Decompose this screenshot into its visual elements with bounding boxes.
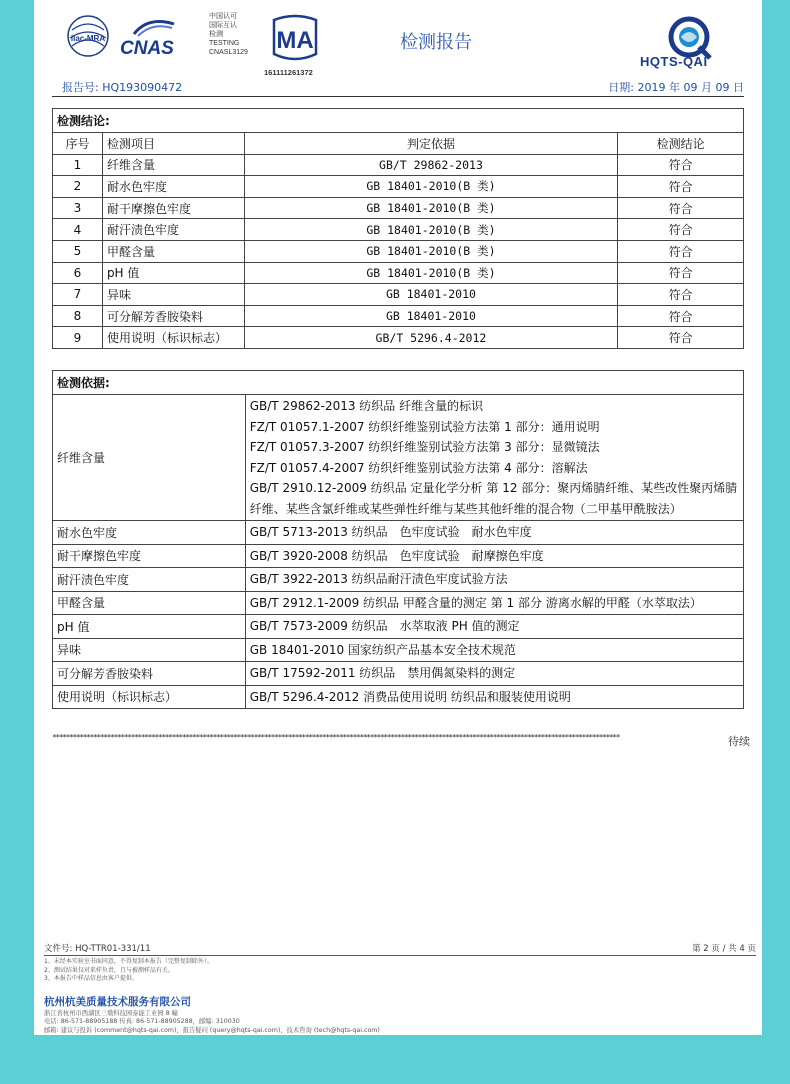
company-contact [44, 1010, 756, 1036]
conclusion-row [53, 284, 744, 306]
row-item: 异味 [102, 284, 244, 306]
row-item: 耐干摩擦色牢度 [102, 197, 244, 219]
row-result: 符合 [618, 176, 744, 198]
col-header-index: 序号 [53, 133, 103, 155]
standard-line: GB/T 2910.12-2009 纺织品 定量化学分析 第 12 部分：聚丙烯腈纤维、某些改性聚丙烯腈纤维、某些含氯纤维或某些弹性纤维与某些其他纤维的混合物（二甲基甲酰胺法） [249, 481, 738, 516]
row-basis: GB 18401-2010 [244, 305, 617, 327]
row-item: 耐水色牢度 [102, 176, 244, 198]
basis-standards [245, 521, 743, 545]
row-basis: GB 18401-2010(B 类) [244, 176, 617, 198]
cnas-text: CNAS [120, 38, 174, 59]
hqts-brand-text: HQTS-QAI [640, 54, 708, 69]
company-phone: 电话: 86-571-88905188 传真: 86-571-88905288，邮编: 310030 [44, 1018, 240, 1025]
basis-standards [245, 544, 743, 568]
conclusion-table [52, 108, 744, 349]
basis-standards [245, 685, 743, 709]
header-divider [52, 96, 744, 97]
row-result: 符合 [618, 219, 744, 241]
basis-table [52, 370, 744, 709]
cma-number: 161111261372 [264, 68, 313, 77]
basis-caption-row [53, 371, 744, 395]
row-basis: GB 18401-2010(B 类) [244, 240, 617, 262]
standard-line: GB/T 3922-2013 纺织品耐汗渍色牢度试验方法 [249, 572, 508, 586]
row-index: 5 [53, 240, 103, 262]
report-title: 检测报告 [400, 32, 472, 53]
basis-item: 耐水色牢度 [53, 521, 246, 545]
row-index: 8 [53, 305, 103, 327]
row-basis: GB 18401-2010 [244, 284, 617, 306]
standard-line: FZ/T 01057.1-2007 纺织纤维鉴别试验方法第 1 部分：通用说明 [249, 419, 600, 434]
basis-row [53, 615, 744, 639]
row-index: 7 [53, 284, 103, 306]
conclusion-header-row [53, 133, 744, 155]
row-item: 使用说明（标识标志） [102, 327, 244, 349]
row-item: pH 值 [102, 262, 244, 284]
row-basis: GB 18401-2010(B 类) [244, 262, 617, 284]
basis-standards [245, 568, 743, 592]
footer-notes [44, 958, 756, 984]
row-basis: GB 18401-2010(B 类) [244, 219, 617, 241]
end-separator: ********************************************************************************************************************************************************************** [52, 733, 620, 742]
basis-item: 使用说明（标识标志） [53, 685, 246, 709]
col-header-result: 检测结论 [618, 133, 744, 155]
basis-standards [245, 591, 743, 615]
basis-row [53, 395, 744, 521]
standard-line: GB/T 7573-2009 纺织品 水萃取液 PH 值的测定 [249, 619, 520, 633]
ilac-text: ilac-MRA [70, 34, 106, 43]
cma-logo [266, 14, 324, 66]
conclusion-caption: 检测结论: [53, 109, 744, 133]
report-page [34, 0, 762, 1035]
basis-row [53, 638, 744, 662]
document-number: 文件号: HQ-TTR01-331/11 [44, 944, 151, 954]
conclusion-row [53, 154, 744, 176]
basis-standards [245, 662, 743, 686]
report-date: 日期: 2019 年 09 月 09 日 [608, 81, 744, 94]
ma-text: MA [276, 27, 314, 54]
conclusion-row [53, 327, 744, 349]
standard-line: GB/T 17592-2011 纺织品 禁用偶氮染料的测定 [249, 666, 516, 680]
row-basis: GB 18401-2010(B 类) [244, 197, 617, 219]
conclusion-row [53, 176, 744, 198]
basis-row [53, 521, 744, 545]
row-item: 甲醛含量 [102, 240, 244, 262]
basis-item: 甲醛含量 [53, 591, 246, 615]
footer-note: 3、本报告中样品信息由客户提供。 [44, 975, 138, 982]
row-index: 6 [53, 262, 103, 284]
report-number: 报告号: HQ193090472 [62, 81, 183, 94]
standard-line: FZ/T 01057.4-2007 纺织纤维鉴别试验方法第 4 部分：溶解法 [249, 460, 588, 475]
row-index: 9 [53, 327, 103, 349]
basis-row [53, 685, 744, 709]
basis-caption: 检测依据: [53, 371, 744, 395]
basis-row [53, 591, 744, 615]
row-result: 符合 [618, 327, 744, 349]
row-basis: GB/T 5296.4-2012 [244, 327, 617, 349]
basis-item: 耐干摩擦色牢度 [53, 544, 246, 568]
page-indicator: 第 2 页 / 共 4 页 [692, 944, 756, 954]
row-index: 1 [53, 154, 103, 176]
basis-standards [245, 615, 743, 639]
footer-note: 2、测试结果仅对来样负责，且与被测样品有关。 [44, 966, 174, 974]
row-index: 3 [53, 197, 103, 219]
standard-line: GB/T 5713-2013 纺织品 色牢度试验 耐水色牢度 [249, 525, 532, 539]
col-header-item: 检测项目 [102, 133, 244, 155]
company-address: 浙江省杭州市西湖区三墩科技园泰能工业园 8 幢 [44, 1009, 178, 1017]
report-footer [44, 942, 756, 1035]
standard-line: GB 18401-2010 国家纺织产品基本安全技术规范 [249, 642, 516, 657]
row-index: 2 [53, 176, 103, 198]
basis-row [53, 662, 744, 686]
standard-line: FZ/T 01057.3-2007 纺织纤维鉴别试验方法第 3 部分：显微镜法 [249, 440, 600, 454]
basis-item: 可分解芳香胺染料 [53, 662, 246, 686]
footer-note: 1、未经本实验室书面同意，不得复制本报告（完整复制除外）。 [44, 958, 213, 965]
basis-standards [245, 395, 743, 521]
conclusion-row [53, 240, 744, 262]
row-result: 符合 [618, 284, 744, 306]
company-email: 邮箱: 建议与投诉 (comment@hqts-qai.com)，报告疑问 (query@hqts-qai.com)，技术咨询 (tech@hqts-qai.com) [44, 1026, 380, 1034]
cnas-subtext: 中国认可 国际互认 检测 TESTING CNASL3129 [209, 13, 248, 56]
conclusion-row [53, 305, 744, 327]
conclusion-caption-row [53, 109, 744, 133]
basis-item: 纤维含量 [53, 395, 246, 521]
conclusion-row [53, 262, 744, 284]
row-index: 4 [53, 219, 103, 241]
company-name: 杭州杭美质量技术服务有限公司 [44, 995, 191, 1008]
ilac-mra-logo [66, 10, 110, 68]
standard-line: GB/T 2912.1-2009 纺织品 甲醛含量的测定 第 1 部分 游离水解的甲醛（水萃取法） [249, 595, 702, 610]
row-result: 符合 [618, 154, 744, 176]
conclusion-row [53, 219, 744, 241]
row-result: 符合 [618, 262, 744, 284]
col-header-basis: 判定依据 [244, 133, 617, 155]
row-item: 可分解芳香胺染料 [102, 305, 244, 327]
row-result: 符合 [618, 197, 744, 219]
basis-row [53, 568, 744, 592]
basis-row [53, 544, 744, 568]
standard-line: GB/T 3920-2008 纺织品 色牢度试验 耐摩擦色牢度 [249, 548, 544, 563]
continued-label: 待续 [728, 735, 750, 748]
row-result: 符合 [618, 240, 744, 262]
footer-divider [44, 955, 756, 956]
conclusion-row [53, 197, 744, 219]
basis-item: 耐汗渍色牢度 [53, 568, 246, 592]
row-result: 符合 [618, 305, 744, 327]
standard-line: GB/T 5296.4-2012 消费品使用说明 纺织品和服装使用说明 [249, 689, 571, 704]
row-basis: GB/T 29862-2013 [244, 154, 617, 176]
row-item: 纤维含量 [102, 154, 244, 176]
standard-line: GB/T 29862-2013 纺织品 纤维含量的标识 [249, 399, 484, 413]
basis-item: 异味 [53, 638, 246, 662]
row-item: 耐汗渍色牢度 [102, 219, 244, 241]
basis-standards [245, 638, 743, 662]
basis-item: pH 值 [53, 615, 246, 639]
report-header [34, 0, 762, 95]
